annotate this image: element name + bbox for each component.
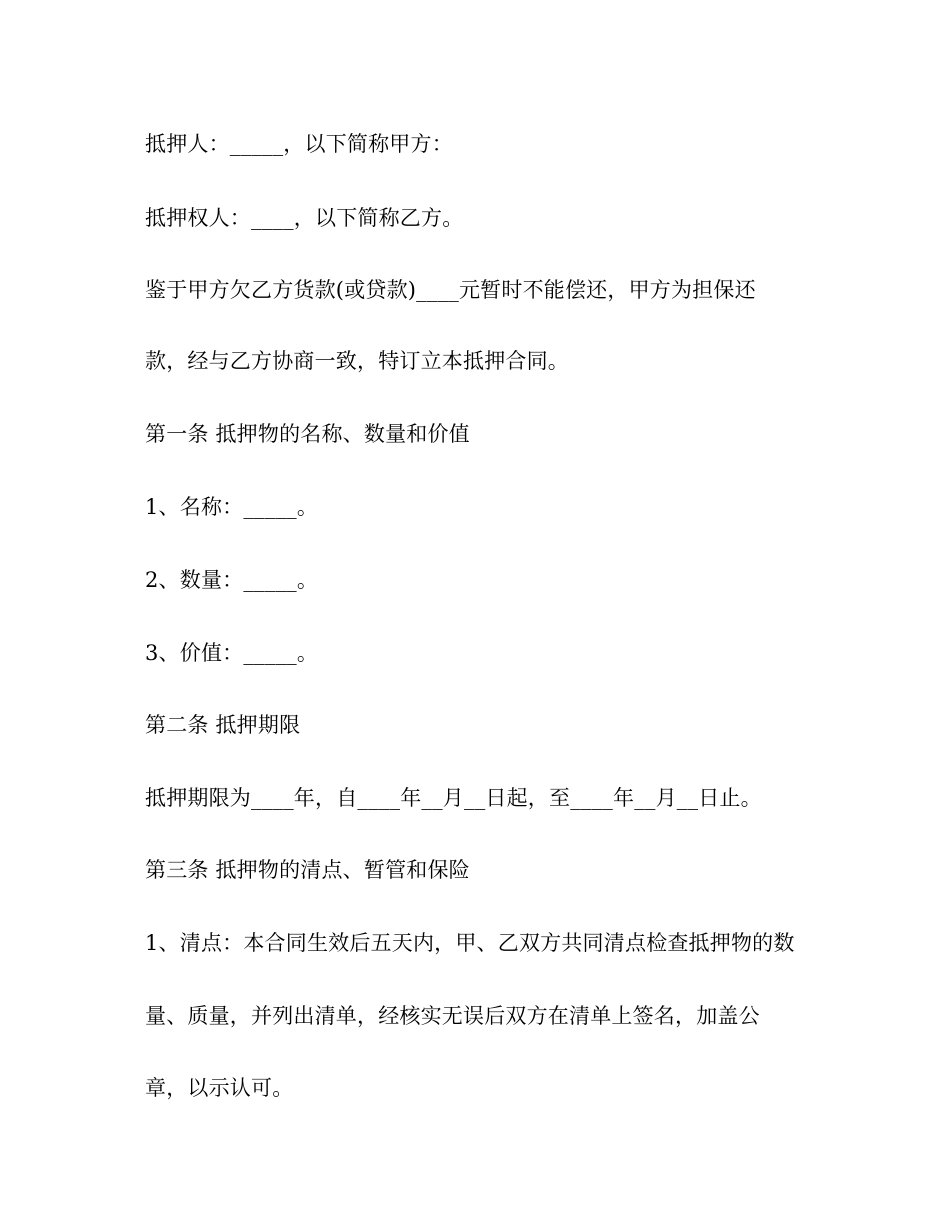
article-3-heading: 第三条 抵押物的清点、暂管和保险 [145, 858, 470, 882]
inventory-line-1: 1、清点：本合同生效后五天内，甲、乙双方共同清点检查抵押物的数 [145, 931, 795, 955]
term-line: 抵押期限为____年，自____年__月__日起，至____年__月__日止。 [145, 786, 762, 810]
item-name-line: 1、名称：_____。 [145, 495, 319, 519]
item-quantity-line: 2、数量：_____。 [145, 568, 319, 592]
preamble-line-1: 鉴于甲方欠乙方货款(或贷款)____元暂时不能偿还，甲方为担保还 [145, 278, 756, 302]
article-2-heading: 第二条 抵押期限 [145, 713, 301, 737]
inventory-line-2: 量、质量，并列出清单，经核实无误后双方在清单上签名，加盖公 [145, 1004, 760, 1028]
article-1-heading: 第一条 抵押物的名称、数量和价值 [145, 422, 470, 446]
preamble-line-2: 款，经与乙方协商一致，特订立本抵押合同。 [145, 349, 569, 373]
item-value-line: 3、价值：_____。 [145, 641, 319, 665]
inventory-line-3: 章，以示认可。 [145, 1076, 294, 1100]
mortgagee-line: 抵押权人：____，以下简称乙方。 [145, 206, 464, 230]
mortgagor-line: 抵押人：_____，以下简称甲方： [145, 132, 453, 156]
